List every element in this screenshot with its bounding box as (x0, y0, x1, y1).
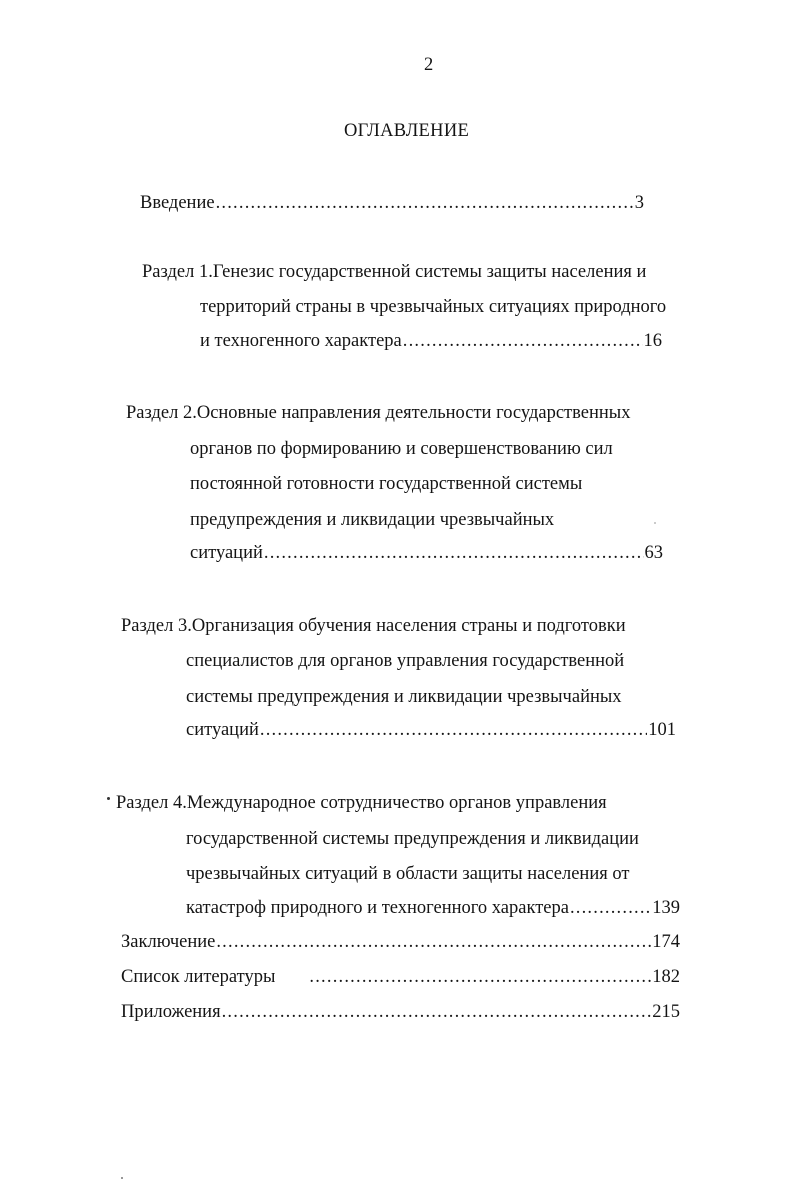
scan-speck (121, 1177, 123, 1179)
toc-leader-dots (264, 543, 644, 564)
toc-entry-page: 16 (643, 331, 662, 351)
scan-speck (654, 522, 656, 524)
toc-entry-section1 (200, 331, 662, 355)
toc-entry-label: Список литературы (121, 967, 276, 987)
toc-entry-page: 182 (652, 967, 680, 987)
toc-leader-dots (309, 967, 651, 988)
toc-section2-line4: предупреждения и ликвидации чрезвычайных (190, 510, 555, 530)
toc-section2-line1: Раздел 2.Основные направления деятельности государственных (126, 403, 631, 423)
toc-entry-label: ситуаций (186, 720, 259, 740)
toc-section1-line1: Раздел 1.Генезис государственной системы защиты населения и (142, 262, 647, 282)
toc-section1-line2: территорий страны в чрезвычайных ситуациях природного (200, 297, 667, 317)
toc-entry-label: Заключение (121, 932, 216, 952)
toc-entry-references (121, 967, 680, 991)
toc-section4-line2: государственной системы предупреждения и ликвидации (186, 829, 639, 849)
toc-section3-line3: системы предупреждения и ликвидации чрезвычайных (186, 687, 622, 707)
toc-section2-line2: органов по формированию и совершенствованию сил (190, 439, 613, 459)
toc-entry-page: 3 (634, 193, 644, 213)
toc-entry-appendices (121, 1002, 680, 1026)
toc-leader-dots (403, 331, 643, 352)
toc-section4-line3: чрезвычайных ситуаций в области защиты населения от (186, 864, 630, 884)
toc-section3-line1: Раздел 3.Организация обучения населения страны и подготовки (121, 616, 626, 636)
toc-leader-dots (222, 1002, 652, 1023)
toc-entry-page: 174 (652, 932, 680, 952)
toc-entry-section4 (186, 898, 680, 922)
toc-leader-dots (260, 720, 647, 741)
toc-entry-intro (140, 193, 644, 217)
toc-entry-label: Приложения (121, 1002, 221, 1022)
scan-mark (107, 797, 110, 800)
toc-entry-conclusion (121, 932, 680, 956)
page-number: 2 (424, 55, 434, 75)
toc-entry-page: 63 (644, 543, 663, 563)
page-title: ОГЛАВЛЕНИЕ (344, 121, 470, 141)
toc-section3-line2: специалистов для органов управления государственной (186, 651, 625, 671)
toc-leader-dots (216, 932, 651, 953)
toc-section4-line1: Раздел 4.Международное сотрудничество органов управления (116, 793, 607, 813)
toc-leader-dots (216, 193, 634, 214)
toc-entry-label: Введение (140, 193, 215, 213)
toc-entry-label: и техногенного характера (200, 331, 402, 351)
toc-entry-page: 139 (652, 898, 680, 918)
toc-leader-dots (570, 898, 651, 919)
toc-section2-line3: постоянной готовности государственной системы (190, 474, 583, 494)
toc-entry-section3 (186, 720, 676, 744)
toc-entry-label: катастроф природного и техногенного характера (186, 898, 569, 918)
toc-entry-page: 101 (648, 720, 676, 740)
toc-entry-label: ситуаций (190, 543, 263, 563)
toc-entry-section2 (190, 543, 663, 567)
toc-entry-page: 215 (652, 1002, 680, 1022)
